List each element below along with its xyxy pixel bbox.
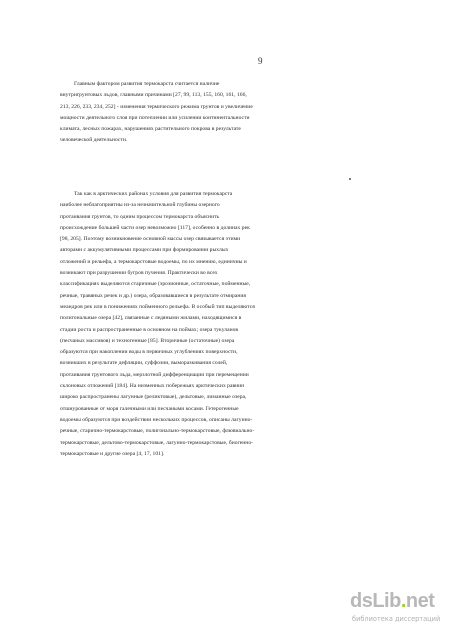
text-line: склоновых отложений [184]. На низменных побережьях арктических равнин bbox=[60, 383, 245, 390]
logo-dot: . bbox=[400, 590, 406, 612]
text-line: речные, травяных речек и др.) озера, образовавшиеся в результате отмирания bbox=[60, 292, 246, 299]
text-line: отшнурованные от моря галечными или песчаными косами. Гетерогенные bbox=[60, 405, 239, 412]
text-line: климата, лесных пожарах, нарушениях растительного покрова в результате bbox=[60, 126, 241, 133]
text-line: мощности деятельного слоя при потеплении или усилении континентальности bbox=[60, 114, 250, 121]
text-line: наиболее неблагоприятны из-за незначительной глубины озерного bbox=[60, 202, 220, 209]
text-line: человеческой деятельности. bbox=[60, 137, 128, 144]
text-line: термокарстовые и другие озера [4, 17, 101]. bbox=[60, 450, 165, 457]
logo-main: dsLib bbox=[350, 590, 401, 612]
page-number: 9 bbox=[258, 56, 263, 66]
text-line: авторами с аккумулятивными процессами при формировании рыхлых bbox=[60, 247, 229, 254]
text-line: речные, старично-термокарстовые, полигонально-термокарстовые, флювиально- bbox=[60, 428, 255, 435]
paragraph-2 bbox=[60, 189, 306, 460]
text-line: возникших в результате дефляции, суффозии, выморазкивания солей, bbox=[60, 360, 228, 367]
paragraph-1 bbox=[60, 79, 306, 147]
text-line: отложений и рельефа, а термокарстовые водоемы, по их мнению, единичны и bbox=[60, 258, 247, 265]
dslib-logo bbox=[350, 590, 434, 613]
text-line: происхождение большей части озер невозможно [117], особенно в долинах рек bbox=[60, 224, 250, 231]
text-line: меандров рек или в понижениях пойменного рельефа. В особый тип выделяются bbox=[60, 303, 255, 310]
text-line: протаивания грунтового льда, мерзлотной дифференциации при перемещении bbox=[60, 371, 249, 378]
dslib-watermark bbox=[350, 590, 446, 630]
text-line: стадии роста и распространенные в основном на поймах; озера тукуланов bbox=[60, 326, 239, 333]
text-line: Главным фактором развития термокарста считается наличие bbox=[74, 81, 220, 87]
text-line: (песчаных массивов) и техногенные [85]. Вторичные (остаточные) озера bbox=[60, 337, 235, 344]
text-line: водоемы образуются при воздействии нескольких процессов, описаны лагунно- bbox=[60, 416, 253, 423]
text-line: протаивания грунтов, то одним процессом термокарста объяснить bbox=[60, 213, 220, 220]
text-line: классификациях выделяются старичные (эрозионные, остаточные, пойменные, bbox=[60, 281, 251, 288]
text-line: Так как в арктических районах условия для развития термокарста bbox=[74, 191, 233, 197]
text-line: 213, 226, 233, 234, 252] - изменения термического режима грунтов и увеличение bbox=[60, 103, 253, 110]
text-line: полигональные озера [42], связанные с ледяными жилами, находящимися в bbox=[60, 315, 242, 322]
text-line: термокарстовые, дельтово-термокарстовые, лагунно-термокарстовые, биогенно- bbox=[60, 439, 254, 446]
text-line: внутригрунтовых льдов, главными причинами [27, 99, 113, 155, 160, 161, 166, bbox=[60, 92, 247, 99]
text-line: образуются при накоплении воды в первичных углублениях поверхности, bbox=[60, 349, 238, 356]
speck-mark bbox=[349, 178, 351, 180]
text-line: [98, 205]. Поэтому возникновение основной массы озер связывается этими bbox=[60, 236, 241, 243]
logo-subtitle: библиотека диссертаций bbox=[352, 615, 441, 623]
text-line: широко распространены лагунные (реликтовые), дельтовые, лиманные озера, bbox=[60, 394, 247, 401]
text-line: возникают при разрушении бугров пучения. Практически во всех bbox=[60, 270, 218, 277]
logo-tld: net bbox=[405, 590, 435, 612]
